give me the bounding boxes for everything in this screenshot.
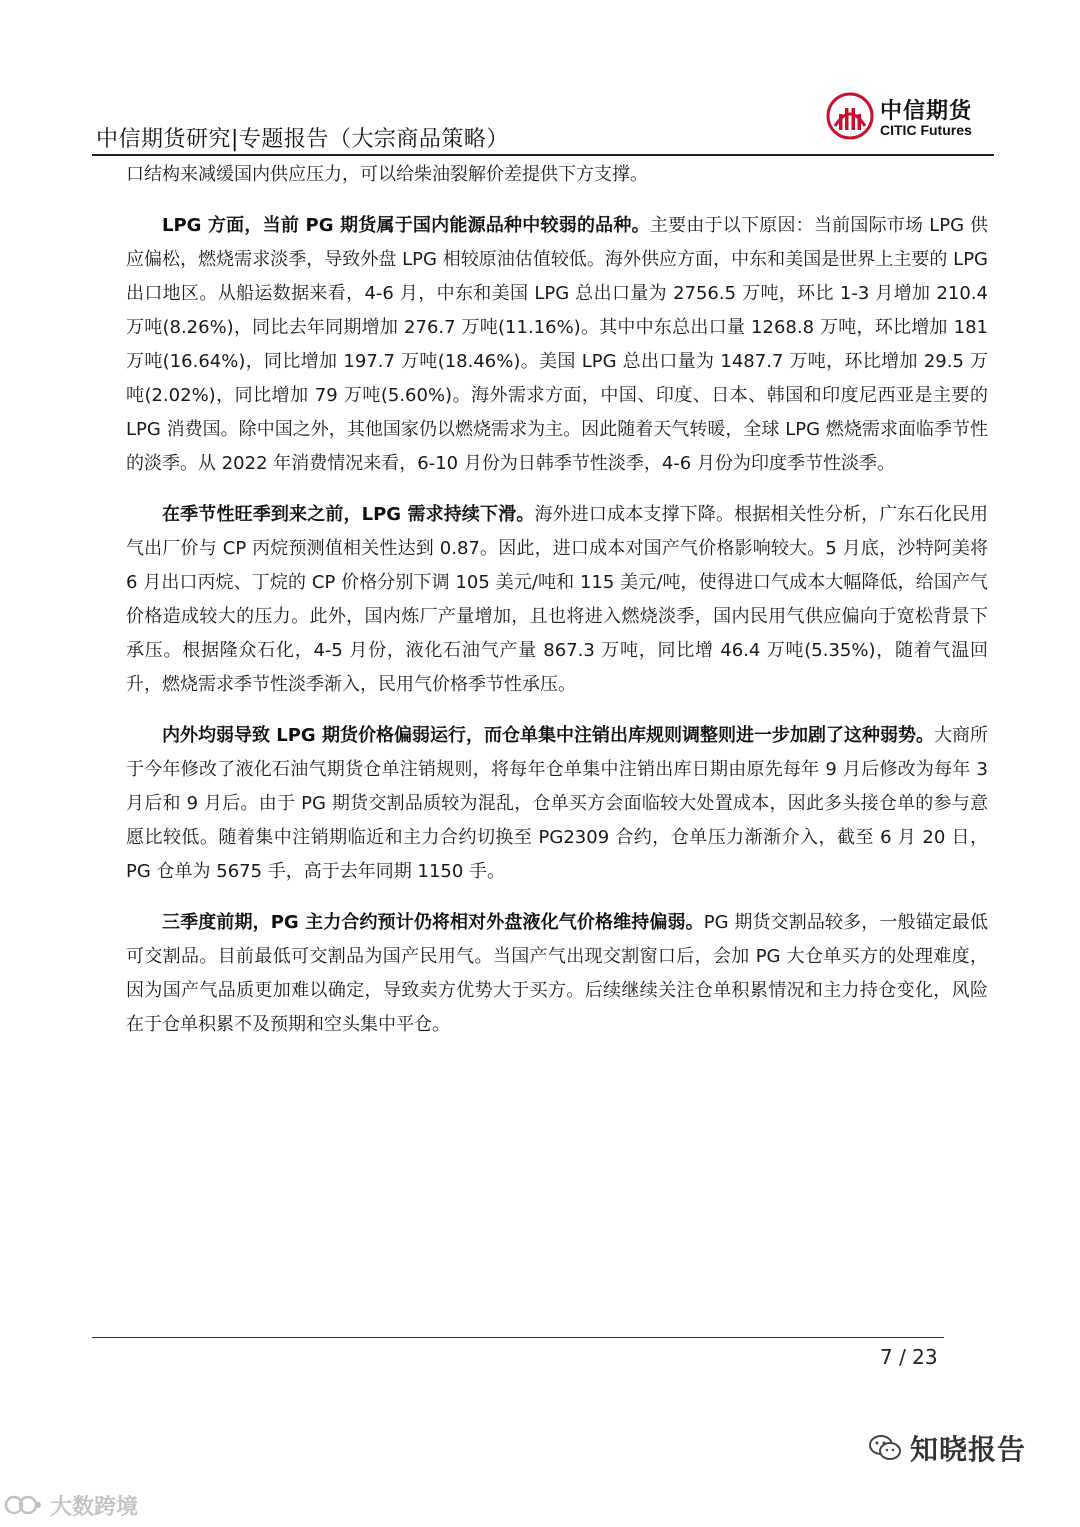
paragraph-text: 大商所于今年修改了液化石油气期货仓单注销规则，将每年仓单集中注销出库日期由原先每年 9 月后修改为每年 3 月后和 9 月后。由于 PG 期货交割品质较为混乱，仓单买方会面临较大处置成本，因此多头接仓单的参与意愿比较低。随着集中注销期临近和主力合约切换至 PG2309 合约，仓单压力渐渐介入，截至 6 月 20 日，PG 仓单为 5675 手，高于去年同期 1150 手。 — [126, 725, 989, 882]
footer-divider — [92, 1337, 944, 1338]
paragraph-lead: LPG 方面，当前 PG 期货属于国内能源品种中较弱的品种。 — [162, 215, 650, 236]
header-divider — [92, 154, 994, 156]
paragraph — [126, 498, 988, 702]
logo-english-name: CITIC Futures — [880, 122, 972, 138]
logo-chinese-name: 中信期货 — [880, 99, 973, 124]
watermark-left — [4, 1490, 138, 1520]
citic-logo-icon — [826, 92, 874, 140]
watermark-logo-icon — [4, 1493, 44, 1517]
watermark-right — [868, 1428, 1026, 1468]
paragraph — [126, 158, 988, 192]
watermark-right-text: 知晓报告 — [910, 1433, 1027, 1466]
watermark-left-text: 大数跨境 — [50, 1494, 139, 1520]
paragraph-lead: 三季度前期，PG 主力合约预计仍将相对外盘液化气价格维持偏弱。 — [162, 912, 704, 933]
paragraph-text: 主要由于以下原因：当前国际市场 LPG 供应偏松，燃烧需求淡季，导致外盘 LPG 相较原油估值较低。海外供应方面，中东和美国是世界上主要的 LPG 出口地区。从船运数据来看，4-6 月，中东和美国 LPG 总出口量为 2756.5 万吨，环比 1-3 月增加 210.4 万吨(8.26%)，同比去年同期增加 276.7 万吨(11.16%)。其中中东总出口量 1268.8 万吨，环比增加 181 万吨(16.64%)，同比增加 197.7 万吨(18.46%)。美国 LPG 总出口量为 1487.7 万吨，环比增加 29.5 万吨(2.02%)，同比增加 79 万吨(5.60%)。海外需求方面，中国、印度、日本、韩国和印度尼西亚是主要的 LPG 消费国。除中国之外，其他国家仍以燃烧需求为主。因此随着天气转暖，全球 LPG 燃烧需求面临季节性的淡季。从 2022 年消费情况来看，6-10 月份为日韩季节性淡季，4-6 月份为印度季节性淡季。 — [126, 215, 988, 474]
citic-logo — [826, 92, 976, 148]
report-body — [126, 158, 988, 1059]
paragraph-text: PG 期货交割品较多，一般锚定最低可交割品。目前最低可交割品为国产民用气。当国产气出现交割窗口后，会加 PG 大仓单买方的处理难度，因为国产气品质更加难以确定，导致卖方优势大于买方。后续继续关注仓单积累情况和主力持仓变化，风险在于仓单积累不及预期和空头集中平仓。 — [126, 912, 988, 1035]
paragraph-text: 口结构来减缓国内供应压力，可以给柴油裂解价差提供下方支撑。 — [126, 164, 648, 185]
wechat-icon — [868, 1433, 902, 1463]
paragraph-lead: 在季节性旺季到来之前，LPG 需求持续下滑。 — [162, 504, 535, 525]
paragraph-text: 海外进口成本支撑下降。根据相关性分析，广东石化民用气出厂价与 CP 丙烷预测值相关性达到 0.87。因此，进口成本对国产气价格影响较大。5 月底，沙特阿美将 6 月出口丙烷、丁烷的 CP 价格分别下调 105 美元/吨和 115 美元/吨，使得进口气成本大幅降低，给国产气价格造成较大的压力。此外，国内炼厂产量增加，且也将进入燃烧淡季，国内民用气供应偏向于宽松背景下承压。根据隆众石化，4-5 月份，液化石油气产量 867.3 万吨，同比增 46.4 万吨(5.35%)，随着气温回升，燃烧需求季节性淡季渐入，民用气价格季节性承压。 — [126, 504, 988, 695]
paragraph-lead: 内外均弱导致 LPG 期货价格偏弱运行，而仓单集中注销出库规则调整则进一步加剧了这种弱势。 — [162, 725, 934, 746]
page-number: 7 / 23 — [880, 1345, 938, 1369]
paragraph — [126, 906, 988, 1042]
paragraph — [126, 209, 988, 481]
paragraph — [126, 719, 988, 889]
page-title: 中信期货研究|专题报告（大宗商品策略） — [96, 127, 509, 152]
